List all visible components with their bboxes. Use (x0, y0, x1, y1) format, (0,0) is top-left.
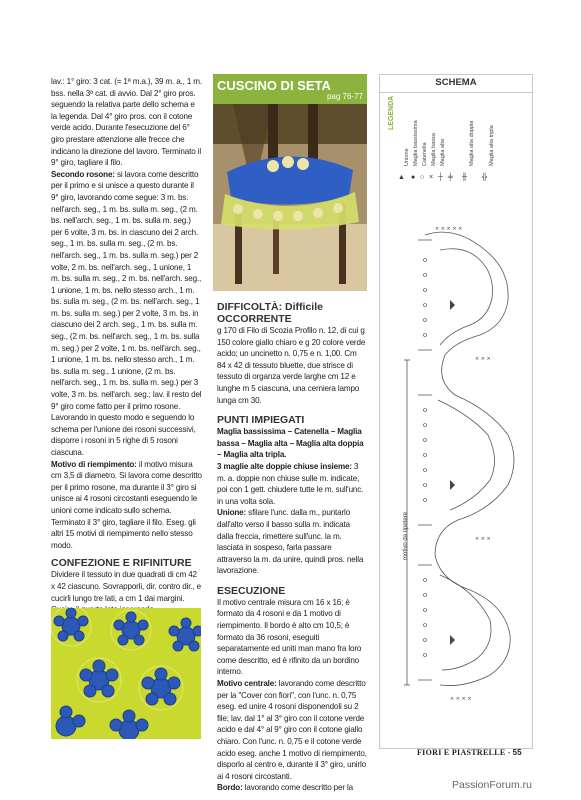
legend-symbol-treble: ╪ (448, 174, 453, 181)
second-rosette-text: si lavora come descritto per il primo e si unisce a questo durante il 9° giro, lavorando come segue: 3 m. bs. nell'arch. seg., 1 m. bs. sulla m. seg., (2 m. bs. nell'arch. seg., 1 m. bs. sulla m. seg.) per 6 volte, 3 m. bs. in ciascuno dei 2 arch. seg., 1 m. bs. sulla m. seg., (2 m. bs. nell'arch. seg., 1 m. bs. sulla m. seg.) per 2 volte, 2 m. bs. nell'arch. seg., 1 unione, 1 m. bs. sulla m. seg., 2 m. bs. nell'arch. seg., 1 unione, 1 m. bs. nello stesso arch., 1 m. bs. sulla m. seg., (2 m. bs. nell'arch. seg., 1 m. bs. sulla m. seg.) per 2 volte, 3 m. bs. in ciascuno dei 2 arch. seg., 1 m. bs. sulla m. seg., (2 m. bs. nell'arch. seg., 1 m. bs. sulla m. seg.) per 2 volte, 1 m. bs. nell'arch. seg., 1 unione, 1 m. bs. nello stesso arch., 1 m. bs. sulla m. seg., 1 unione, (2 m. bs. nell'arch. seg., 1 m. bs. sulla m. seg.) per 3 volte, 3 m. bs. nell'arch. seg.; lav. il resto del 9° giro come fatto per il primo rosone. Lavorando in questo modo e seguendo lo schema per l'unione dei rosoni successivi, disporre i rosoni in 5 righe di 5 rosoni ciascuna. (51, 169, 202, 457)
footer-section-name: FIORI E PIASTRELLE (417, 748, 506, 757)
border-text: lavorando come descritto per la (242, 783, 353, 793)
heading-difficulty: DIFFICOLTÀ: Difficile (217, 301, 323, 313)
paragraph-central-motif (217, 678, 367, 782)
subheading-filler-motif: Motivo di riempimento: (51, 459, 137, 469)
filler-motif-text: il motivo misura cm 3,5 di diametro. Si lavora come descritto per il primo rosone, ma durante il 3° giro si unisce ai 4 rosoni circostanti eseguendo le unioni come indicato sullo schema. Terminato il 3° giro, tagliare il filo. Eseg. gli altri 15 motivi di riempimento nello stesso modo. (51, 459, 202, 550)
repeat-motif-label: motivo da ripetere (403, 511, 409, 560)
join-text: sfilare l'unc. dalla m., puntarlo dall'alto verso il basso sulla m. indicata dalla freccia, rimettere sull'unc. la m. lasciata in sospeso, farla passare attraverso la m. da unire, quindi pros. nella lavorazione. (217, 508, 364, 576)
subheading-central-motif: Motivo centrale: (217, 679, 277, 689)
triple-stitch-text: 3 m. a. doppie non chiuse sulle m. indicate, poi con 1 gett. chiudere tutte le m. sull'unc. in una volta sola. (217, 461, 364, 506)
heading-finishing: CONFEZIONE E RIFINITURE (51, 557, 192, 570)
paragraph-materials: g 170 di Filo di Scozia Profilo n. 12, di cui g 150 colore giallo chiaro e g 20 colore verde acido; un uncinetto n. 0,75 e n. 1,00. Cm 84 x 42 di tessuto bluette, due strisce di tessuto di organza verde larghe cm 12 e lunghe m 5 ciascuna, una cerniera lampo lunga cm 30. (217, 326, 366, 405)
legend-symbol-single-crochet: × (429, 174, 434, 181)
paragraph-second-rosette (51, 169, 202, 459)
cushion-chair-illustration (213, 104, 367, 291)
paragraph-join (217, 507, 367, 577)
heading-materials: OCCORRENTE (217, 313, 292, 325)
footer-separator: - (505, 748, 513, 757)
legend-symbol-double-crochet: ┼ (438, 174, 443, 181)
project-title-banner (213, 74, 367, 104)
legend-label-slip-stitch: Maglia bassissima (413, 120, 419, 166)
legend-symbol-triple-treble: ╬ (482, 174, 487, 181)
page-number: 55 (512, 748, 522, 757)
crochet-pattern-illustration (51, 608, 201, 739)
subheading-second-rosette: Secondo rosone: (51, 169, 115, 179)
project-pages: pag 76-77 (326, 92, 363, 101)
legend-label-chain: Catenella (422, 142, 428, 166)
svg-text:× × × × ×: × × × × × (435, 226, 463, 232)
paragraph-execution: Il motivo centrale misura cm 16 x 16; è formato da 4 rosoni e da 1 motivo di riempimento. Il bordo è alto cm 10,5; è formato da 36 rosoni, eseguiti separatamente ed uniti man mano fra loro come descritto, ed è rifinito da un bordino interno. (217, 597, 362, 677)
paragraph-border (217, 782, 367, 794)
legend-symbol-double-treble: ╫ (462, 174, 467, 181)
paragraph-stitches: Maglia bassissima – Catenella – Maglia bassa – Maglia alta – Maglia alta doppia – Maglia alta tripla. (217, 427, 364, 460)
paragraph-triple-stitch (217, 461, 367, 507)
heading-stitches: PUNTI IMPIEGATI (217, 414, 305, 427)
cushion-chair-photo (213, 104, 367, 291)
text-column-middle (217, 301, 367, 794)
paragraph-finishing: Dividere il tessuto in due quadrati di cm 42 x 42 ciascuno. Sovrapporli, dir. contro dir., e cucirli lungo tre lati, a cm 1 dai margini. (51, 570, 201, 603)
crochet-border-diagram (380, 180, 530, 740)
legend-label-join: Unione (404, 148, 410, 166)
subheading-triple-stitch: 3 maglie alte doppie chiuse insieme: (217, 461, 352, 471)
legend-symbol-chain: ● (411, 174, 416, 181)
legend-symbol-chain-oval: ○ (420, 174, 425, 181)
legend-label-triple-treble: Maglia alta tripla (489, 125, 495, 166)
svg-text:× × ×: × × × (475, 536, 491, 542)
svg-text:× × ×: × × × (475, 356, 491, 362)
project-title: CUSCINO DI SETA (217, 78, 331, 93)
legend-label-single-crochet: Maglia bassa (431, 133, 437, 166)
text-column-left (51, 76, 202, 662)
central-motif-text: lavorando come descritto per la "Cover con fiori", con l'unc. n. 0,75 eseg. ed unire 4 rosoni disponendoli su 2 file; lav. dal 1° al 3° giro con il cotone verde acido e dal 4° al 9° giro con il cotone giallo chiaro. Con l'unc. n. 0,75 e il cotone verde acido eseg. anche 1 motivo di riempimento, disporlo al centro e, durante il 3° giro, unirlo ai 4 rosoni circostanti. (217, 679, 367, 781)
legend-symbol-slip-stitch: ▲ (398, 174, 405, 181)
paragraph-filler-motif (51, 459, 202, 552)
schema-title: SCHEMA (435, 77, 477, 88)
legend-title: LEGENDA (388, 95, 395, 130)
page-footer (417, 748, 522, 757)
svg-text:× × × ×: × × × × (450, 696, 472, 702)
watermark: PassionForum.ru (452, 779, 532, 791)
crochet-closeup-photo (51, 608, 201, 739)
legend-label-double-crochet: Maglia alta (440, 138, 446, 166)
heading-execution: ESECUZIONE (217, 584, 286, 597)
paragraph-first-rosette-end: lav.: 1° giro: 3 cat. (= 1ª m.a.), 39 m. a., 1 m. bss. nella 3ª cat. di avvio. Dal 2° giro pros. seguendo la relativa parte dello schema e la legenda. Dal 4° giro pros. con il cotone verde acido. Durante l'esecuzione del 6° giro prestare attenzione alle frecce che indicano la direzione del lavoro. Terminato il 9° giro, tagliare il filo. (51, 77, 202, 168)
legend-label-treble: Maglia alta doppia (469, 120, 475, 166)
subheading-border: Bordo: (217, 783, 243, 793)
subheading-join: Unione: (217, 508, 247, 518)
schema-title-divider (380, 92, 532, 93)
